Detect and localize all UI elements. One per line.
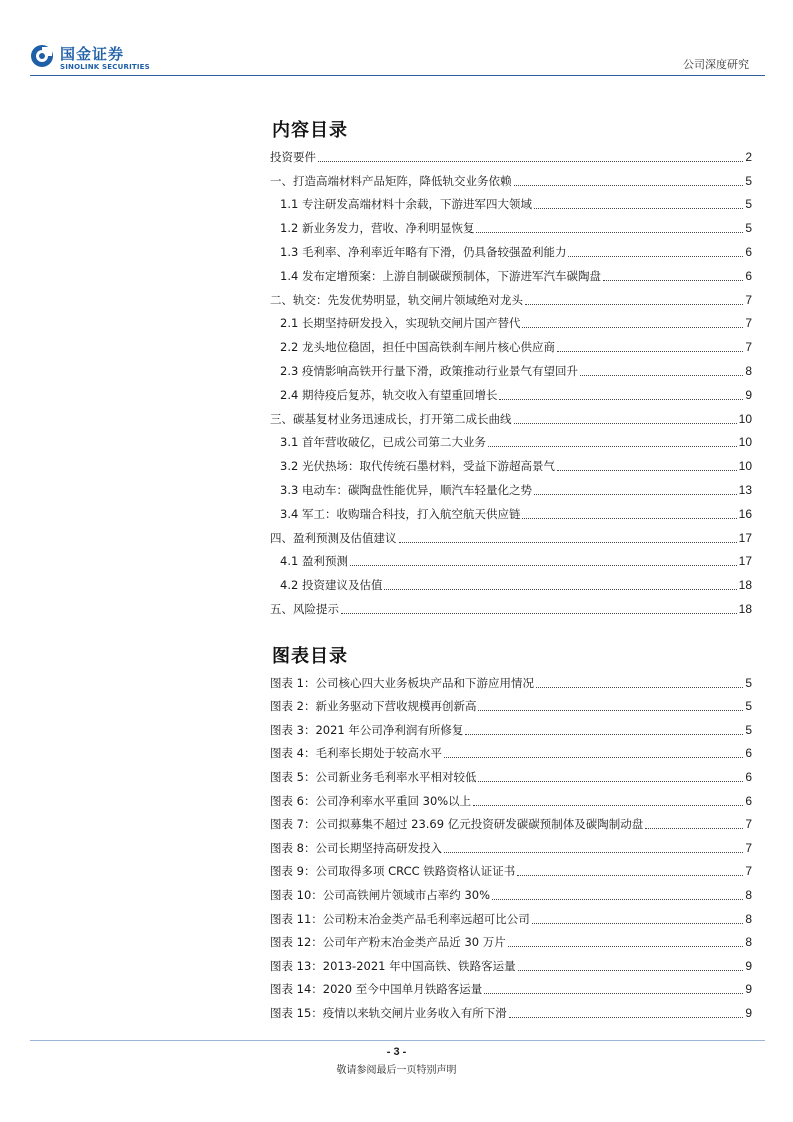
figure-entry-page-number: 8 <box>745 935 752 950</box>
toc-entry[interactable] <box>270 284 752 308</box>
figure-entry-page-number: 5 <box>745 722 752 737</box>
toc-entry-page-number: 10 <box>738 459 752 474</box>
dot-leader <box>522 518 736 519</box>
figure-entry-page-number: 6 <box>745 769 752 784</box>
logo-english-name: SINOLINK SECURITIES <box>60 63 150 71</box>
toc-entry[interactable] <box>270 355 752 379</box>
disclaimer-note: 敬请参阅最后一页特别声明 <box>336 1065 457 1076</box>
toc-entry[interactable] <box>270 236 752 260</box>
dot-leader <box>518 970 744 971</box>
toc-entry-page-number: 8 <box>745 363 752 378</box>
toc-entry[interactable] <box>270 427 752 451</box>
toc-entry[interactable] <box>270 403 752 427</box>
figure-entry-page-number: 6 <box>745 793 752 808</box>
figure-entry-label: 图表 7：公司拟募集不超过 23.69 亿元投资研发碳碳预制体及碳陶制动盘 <box>270 817 644 832</box>
figure-entry[interactable] <box>270 903 752 927</box>
dot-leader <box>568 256 743 257</box>
toc-entry-label: 2.1 长期坚持研发投入，实现轨交闸片国产替代 <box>280 316 521 331</box>
toc-entry-label: 3.1 首年营收破亿，已成公司第二大业务 <box>280 435 486 450</box>
figure-entry[interactable] <box>270 832 752 856</box>
logo-chinese-name: 国金证券 <box>60 45 125 63</box>
dot-leader <box>318 161 743 162</box>
figure-entry-page-number: 7 <box>745 864 752 879</box>
dot-leader <box>522 327 743 328</box>
dot-leader <box>341 613 737 614</box>
toc-entry-page-number: 17 <box>738 554 752 569</box>
toc-entry-page-number: 10 <box>738 411 752 426</box>
toc-entry-page-number: 7 <box>745 316 752 331</box>
toc-entry-page-number: 2 <box>745 149 752 164</box>
document-type: 公司深度研究 <box>683 58 749 71</box>
toc-entry-page-number: 13 <box>738 482 752 497</box>
figure-entry-page-number: 9 <box>745 958 752 973</box>
figure-entry-label: 图表 1：公司核心四大业务板块产品和下游应用情况 <box>270 675 534 690</box>
figure-entry[interactable] <box>270 761 752 785</box>
figure-entry-label: 图表 3：2021 年公司净利润有所修复 <box>270 722 464 737</box>
toc-entry-page-number: 5 <box>745 221 752 236</box>
toc-entry[interactable] <box>270 379 752 403</box>
figure-entry-page-number: 7 <box>745 817 752 832</box>
page-number: - 3 - <box>386 1046 407 1058</box>
toc-entry-page-number: 9 <box>745 387 752 402</box>
figure-entry-page-number: 7 <box>745 840 752 855</box>
dot-leader <box>557 351 743 352</box>
toc-entry-label: 四、盈利预测及估值建议 <box>270 530 397 545</box>
figure-entry-page-number: 5 <box>745 699 752 714</box>
figure-entry-page-number: 5 <box>745 675 752 690</box>
figure-entry-page-number: 9 <box>745 1005 752 1020</box>
dot-leader <box>384 589 736 590</box>
toc-entry[interactable] <box>270 260 752 284</box>
figure-entry-label: 图表 2：新业务驱动下营收规模再创新高 <box>270 699 477 714</box>
toc-entry-page-number: 17 <box>738 530 752 545</box>
toc-entry-label: 一、打造高端材料产品矩阵，降低轨交业务依赖 <box>270 173 512 188</box>
figure-entry-page-number: 8 <box>745 911 752 926</box>
toc-entry[interactable] <box>270 474 752 498</box>
figure-entry[interactable] <box>270 856 752 880</box>
toc-entry-label: 4.1 盈利预测 <box>280 554 348 569</box>
figure-entry-label: 图表 8：公司长期坚持高研发投入 <box>270 840 442 855</box>
figure-entry[interactable] <box>270 974 752 998</box>
dot-leader <box>580 375 743 376</box>
toc-entry-label: 二、轨交：先发优势明显，轨交闸片领域绝对龙头 <box>270 292 523 307</box>
toc-entry-label: 1.3 毛利率、净利率近年略有下滑，仍具备较强盈利能力 <box>280 244 567 259</box>
figure-entry[interactable] <box>270 927 752 951</box>
figures-title: 图表目录 <box>272 646 348 667</box>
dot-leader <box>517 875 743 876</box>
toc-entry[interactable] <box>270 569 752 593</box>
toc-entry-page-number: 7 <box>745 340 752 355</box>
dot-leader <box>399 542 737 543</box>
figure-entry[interactable] <box>270 950 752 974</box>
figure-entry[interactable] <box>270 691 752 715</box>
toc-entry-label: 4.2 投资建议及估值 <box>280 578 383 593</box>
toc-entry-label: 三、碳基复材业务迅速成长，打开第二成长曲线 <box>270 411 512 426</box>
figure-entry-label: 图表 12：公司年产粉末冶金类产品近 30 万片 <box>270 935 506 950</box>
dot-leader <box>476 232 743 233</box>
toc-entry-page-number: 10 <box>738 435 752 450</box>
figure-entry-page-number: 6 <box>745 746 752 761</box>
company-logo <box>30 42 170 76</box>
figure-entry[interactable] <box>270 879 752 903</box>
dot-leader <box>532 923 744 924</box>
dot-leader <box>488 446 737 447</box>
dot-leader <box>484 993 743 994</box>
toc-entry[interactable] <box>270 189 752 213</box>
dot-leader <box>473 805 743 806</box>
dot-leader <box>645 828 743 829</box>
figure-entry[interactable] <box>270 785 752 809</box>
dot-leader <box>350 565 737 566</box>
dot-leader <box>534 208 743 209</box>
dot-leader <box>478 781 743 782</box>
toc-entry-page-number: 18 <box>738 578 752 593</box>
dot-leader <box>509 1017 744 1018</box>
dot-leader <box>514 423 737 424</box>
dot-leader <box>478 710 743 711</box>
figure-entry-page-number: 8 <box>745 887 752 902</box>
figure-entry-label: 图表 9：公司取得多项 CRCC 铁路资格认证证书 <box>270 864 516 879</box>
dot-leader <box>534 494 737 495</box>
figure-entry-label: 图表 5：公司新业务毛利率水平相对较低 <box>270 769 477 784</box>
toc-entry-page-number: 6 <box>745 244 752 259</box>
contents-list <box>270 141 752 617</box>
toc-entry-label: 1.2 新业务发力，营收、净利明显恢复 <box>280 221 475 236</box>
toc-entry[interactable] <box>270 593 752 617</box>
dot-leader <box>525 304 743 305</box>
toc-entry-label: 2.2 龙头地位稳固，担任中国高铁刹车闸片核心供应商 <box>280 340 555 355</box>
dot-leader <box>499 399 743 400</box>
figure-entry[interactable] <box>270 667 752 691</box>
dot-leader <box>444 852 743 853</box>
toc-entry[interactable] <box>270 331 752 355</box>
toc-entry-page-number: 16 <box>738 506 752 521</box>
contents-title: 内容目录 <box>272 120 348 141</box>
toc-entry[interactable] <box>270 522 752 546</box>
dot-leader <box>603 280 743 281</box>
figure-entry-label: 图表 15：疫情以来轨交闸片业务收入有所下滑 <box>270 1005 507 1020</box>
toc-entry-label: 1.4 发布定增预案：上游自制碳碳预制体，下游进军汽车碳陶盘 <box>280 268 601 283</box>
dot-leader <box>465 734 743 735</box>
figure-entry-label: 图表 6：公司净利率水平重回 30%以上 <box>270 793 472 808</box>
figures-list <box>270 667 752 1021</box>
dot-leader <box>508 946 744 947</box>
footer-divider <box>30 1040 765 1041</box>
toc-entry-page-number: 7 <box>745 292 752 307</box>
figure-entry-label: 图表 13：2013-2021 年中国高铁、铁路客运量 <box>270 958 516 973</box>
figure-entry[interactable] <box>270 738 752 762</box>
toc-entry-label: 3.2 光伏热场：取代传统石墨材料，受益下游超高景气 <box>280 459 555 474</box>
toc-entry-label: 3.3 电动车：碳陶盘性能优异，顺汽车轻量化之势 <box>280 482 532 497</box>
toc-entry-page-number: 5 <box>745 173 752 188</box>
dot-leader <box>557 470 737 471</box>
toc-entry[interactable] <box>270 546 752 570</box>
figure-entry-label: 图表 14：2020 至今中国单月铁路客运量 <box>270 982 483 997</box>
sinolink-logo-icon <box>30 44 54 68</box>
toc-entry-label: 五、风险提示 <box>270 601 339 616</box>
toc-entry-page-number: 6 <box>745 268 752 283</box>
dot-leader <box>492 899 743 900</box>
toc-entry[interactable] <box>270 450 752 474</box>
toc-entry-page-number: 18 <box>738 601 752 616</box>
toc-entry-label: 投资要件 <box>270 149 316 164</box>
page-header <box>0 0 793 80</box>
toc-entry[interactable] <box>270 141 752 165</box>
dot-leader <box>514 185 744 186</box>
toc-entry-label: 2.3 疫情影响高铁开行量下滑，政策推动行业景气有望回升 <box>280 363 578 378</box>
figure-entry-label: 图表 10：公司高铁闸片领域市占率约 30% <box>270 887 491 902</box>
toc-entry-label: 1.1 专注研发高端材料十余载，下游进军四大领域 <box>280 197 532 212</box>
toc-entry[interactable] <box>270 498 752 522</box>
figure-entry[interactable] <box>270 714 752 738</box>
toc-entry[interactable] <box>270 165 752 189</box>
toc-entry[interactable] <box>270 212 752 236</box>
toc-entry-label: 3.4 军工：收购瑞合科技，打入航空航天供应链 <box>280 506 521 521</box>
toc-entry-label: 2.4 期待疫后复苏，轨交收入有望重回增长 <box>280 387 498 402</box>
figure-entry-page-number: 9 <box>745 982 752 997</box>
figure-entry[interactable] <box>270 809 752 833</box>
toc-entry[interactable] <box>270 308 752 332</box>
dot-leader <box>444 757 743 758</box>
header-divider <box>30 75 765 76</box>
figure-entry-label: 图表 4：毛利率长期处于较高水平 <box>270 746 442 761</box>
dot-leader <box>536 687 743 688</box>
figure-entry[interactable] <box>270 997 752 1021</box>
figure-entry-label: 图表 11：公司粉末冶金类产品毛利率远超可比公司 <box>270 911 530 926</box>
toc-entry-page-number: 5 <box>745 197 752 212</box>
